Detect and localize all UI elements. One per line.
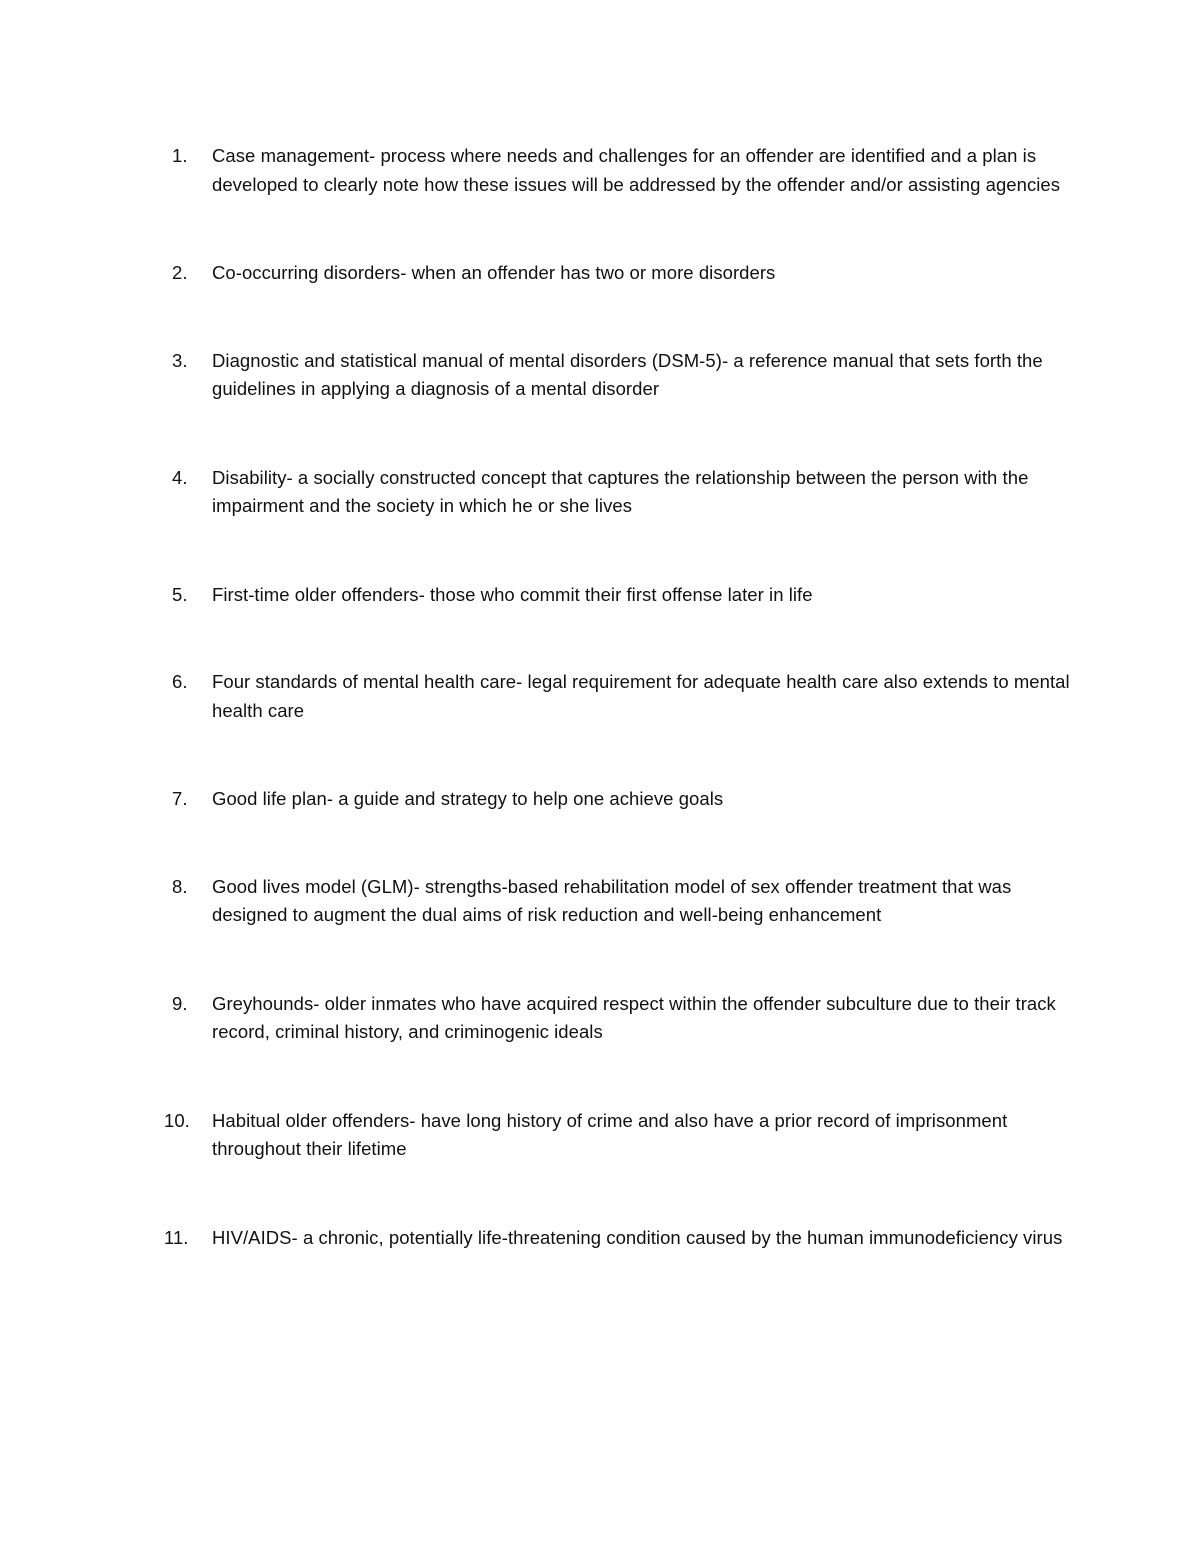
list-item xyxy=(0,1224,1200,1253)
item-number: 2. xyxy=(172,262,188,283)
item-text: Co-occurring disorders- when an offender has two or more disorders xyxy=(212,262,776,283)
term-list xyxy=(0,142,1200,1312)
item-text: Case management- process where needs and challenges for an offender are identified and a plan is developed to clearly note how these issues will be addressed by the offender and/or assisting agencies xyxy=(212,145,1061,195)
item-text: Good lives model (GLM)- strengths-based rehabilitation model of sex offender treatment that was designed to augment the dual aims of risk reduction and well-being enhancement xyxy=(212,875,1012,925)
item-number: 3. xyxy=(172,349,188,371)
item-number: 7. xyxy=(172,788,188,809)
item-text: Greyhounds- older inmates who have acquired respect within the offender subculture due to their track record, criminal history, and criminogenic ideals xyxy=(212,992,1056,1042)
list-item xyxy=(0,581,1200,610)
list-item xyxy=(0,668,1200,725)
item-number: 10. xyxy=(164,1109,190,1131)
item-number: 6. xyxy=(172,671,188,692)
list-item xyxy=(0,990,1200,1047)
item-number: 9. xyxy=(172,992,188,1014)
list-item xyxy=(0,142,1200,199)
item-number: 5. xyxy=(172,583,188,605)
list-item xyxy=(0,873,1200,930)
list-item xyxy=(0,259,1200,288)
item-number: 11. xyxy=(164,1226,189,1248)
item-number: 4. xyxy=(172,466,188,488)
item-text: Four standards of mental health care- legal requirement for adequate health care also extends to mental health care xyxy=(212,671,1070,721)
item-number: 8. xyxy=(172,875,188,897)
list-item xyxy=(0,347,1200,404)
item-text: Habitual older offenders- have long history of crime and also have a prior record of imprisonment throughout their lifetime xyxy=(212,1109,1008,1159)
list-item xyxy=(0,464,1200,521)
item-text: First-time older offenders- those who commit their first offense later in life xyxy=(212,583,813,605)
item-text: Disability- a socially constructed concept that captures the relationship between the person with the impairment and the society in which he or she lives xyxy=(212,466,1029,516)
item-text: Good life plan- a guide and strategy to help one achieve goals xyxy=(212,788,724,809)
item-text: HIV/AIDS- a chronic, potentially life-threatening condition caused by the human immunodeficiency virus xyxy=(212,1226,1063,1248)
list-item xyxy=(0,785,1200,814)
item-text: Diagnostic and statistical manual of mental disorders (DSM-5)- a reference manual that sets forth the guidelines in applying a diagnosis of a mental disorder xyxy=(212,349,1043,399)
item-number: 1. xyxy=(172,145,188,166)
list-item xyxy=(0,1107,1200,1164)
